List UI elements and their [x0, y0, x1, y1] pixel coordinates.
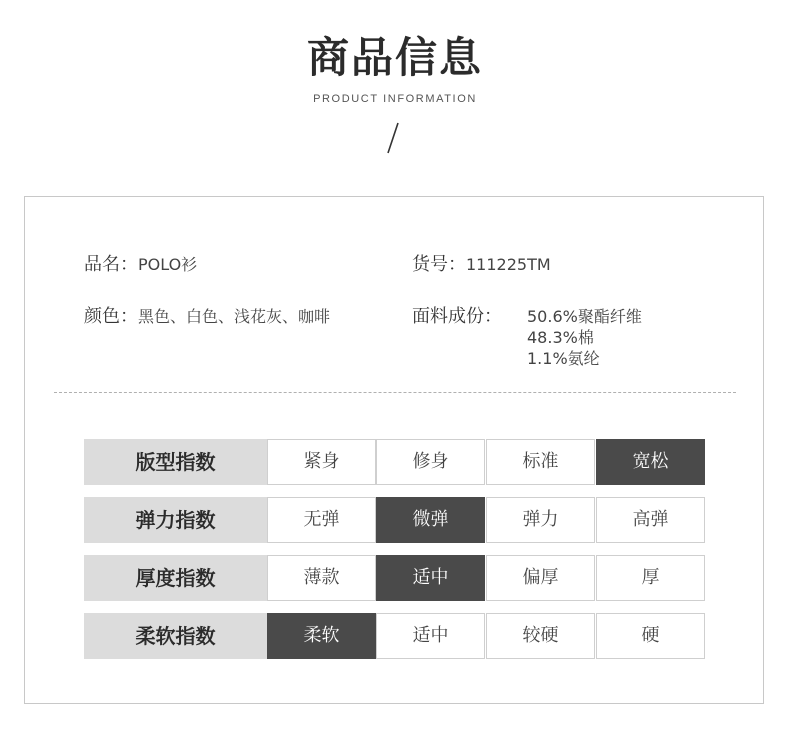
product-sku-label: 货号： — [412, 254, 466, 275]
index-option: 无弹 — [267, 497, 376, 543]
index-option: 硬 — [596, 613, 705, 659]
product-sku-value: 111225TM — [466, 255, 551, 274]
fabric-composition-item: 1.1%氨纶 — [527, 349, 600, 368]
product-fabric-field — [412, 305, 502, 329]
index-option: 适中 — [376, 613, 485, 659]
index-option: 较硬 — [486, 613, 595, 659]
product-color-value: 黑色、白色、浅花灰、咖啡 — [138, 307, 331, 326]
index-option-selected: 宽松 — [596, 439, 705, 485]
product-name-label: 品名： — [84, 254, 138, 275]
index-option: 薄款 — [267, 555, 376, 601]
slash-divider-icon — [386, 122, 400, 154]
product-color-label: 颜色： — [84, 306, 138, 327]
index-row-label: 弹力指数 — [84, 497, 267, 543]
fabric-composition-list — [527, 306, 642, 369]
page-subtitle: PRODUCT INFORMATION — [313, 93, 477, 105]
index-option-selected: 适中 — [376, 555, 485, 601]
index-table — [84, 439, 706, 660]
fabric-composition-item: 50.6%聚酯纤维 — [527, 307, 642, 326]
index-option: 紧身 — [267, 439, 376, 485]
index-row-label: 厚度指数 — [84, 555, 267, 601]
index-row-label: 版型指数 — [84, 439, 267, 485]
product-name-field — [84, 253, 197, 277]
product-name-value: POLO衫 — [138, 255, 198, 274]
index-option: 修身 — [376, 439, 485, 485]
fabric-composition-item: 48.3%棉 — [527, 328, 594, 347]
index-row-label: 柔软指数 — [84, 613, 267, 659]
dashed-divider — [54, 392, 736, 393]
index-option: 弹力 — [486, 497, 595, 543]
page-title: 商品信息 — [306, 33, 483, 82]
product-color-field — [84, 305, 330, 329]
index-option-selected: 微弹 — [376, 497, 485, 543]
index-option-selected: 柔软 — [267, 613, 376, 659]
index-option: 高弹 — [596, 497, 705, 543]
index-option: 标准 — [486, 439, 595, 485]
index-option: 偏厚 — [486, 555, 595, 601]
product-fabric-label: 面料成份： — [412, 306, 502, 327]
product-sku-field — [412, 253, 551, 277]
index-option: 厚 — [596, 555, 705, 601]
